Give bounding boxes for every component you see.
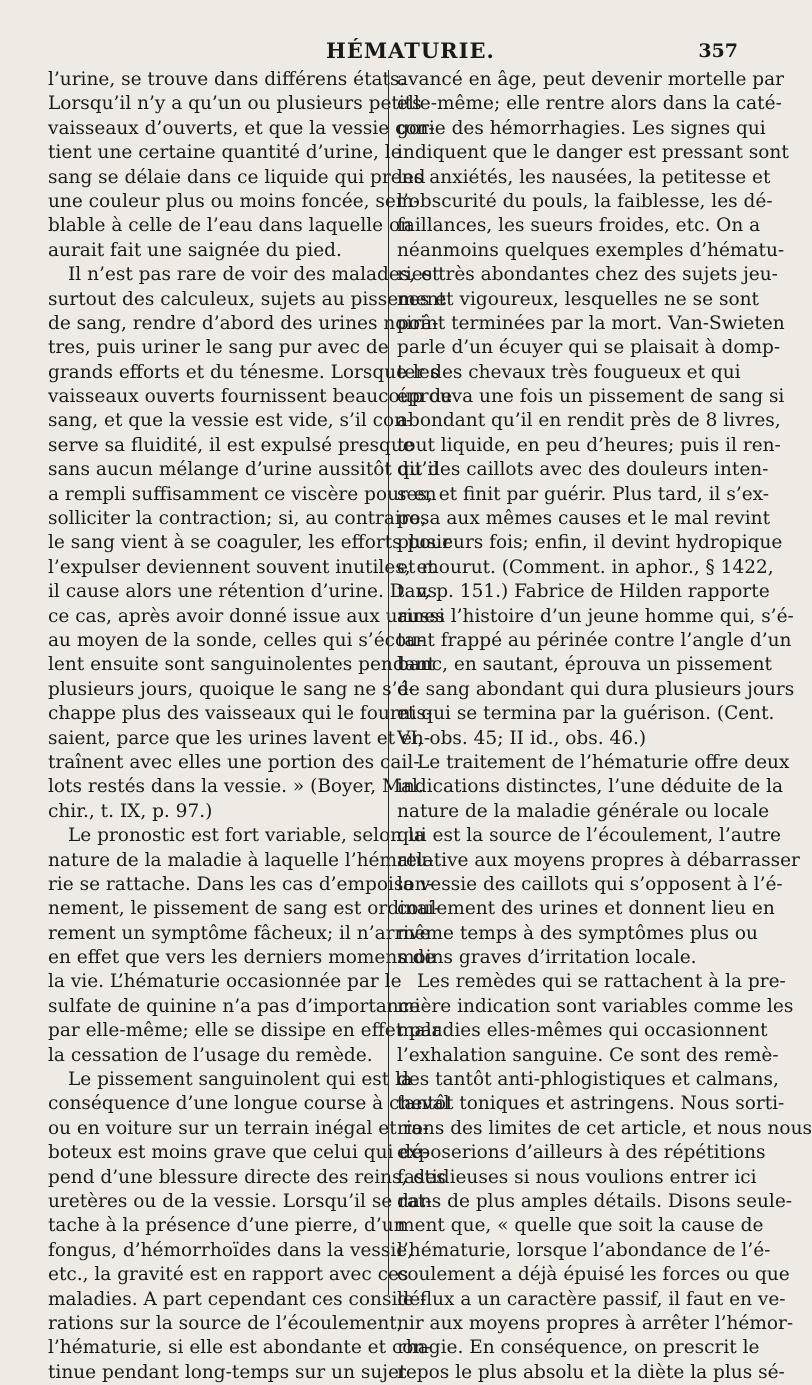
text-line: ses, et finit par guérir. Plus tard, il s’ex- bbox=[397, 483, 770, 505]
text-line: Le pronostic est fort variable, selon la bbox=[68, 825, 425, 847]
text-line: nature de la maladie à laquelle l’hématu- bbox=[48, 849, 434, 871]
text-line: surtout des calculeux, sujets au pissement bbox=[48, 288, 447, 310]
text-line: mière indication sont variables comme les bbox=[397, 995, 794, 1017]
text-line: indications distinctes, l’une déduite de la bbox=[397, 776, 784, 798]
text-line: faillances, les sueurs froides, etc. On a bbox=[397, 215, 761, 237]
text-line: point terminées par la mort. Van-Swieten bbox=[397, 312, 785, 334]
text-line: de sang abondant qui dura plusieurs jours bbox=[397, 678, 795, 700]
text-line: la vessie des caillots qui s’opposent à l’é- bbox=[397, 873, 783, 895]
text-line: banc, en sautant, éprouva un pissement bbox=[397, 654, 772, 676]
text-line: Lorsqu’il n’y a qu’un ou plusieurs petits bbox=[48, 93, 422, 115]
text-line: lots restés dans la vessie. » (Boyer, Mal. bbox=[48, 776, 424, 798]
text-line: rations sur la source de l’écoulement, bbox=[48, 1312, 403, 1334]
text-line: l’hématurie, si elle est abondante et con- bbox=[48, 1337, 432, 1359]
text-line: Le pissement sanguinolent qui est la bbox=[68, 1069, 413, 1091]
text-line: fastidieuses si nous voulions entrer ici bbox=[397, 1166, 757, 1188]
right-text-column bbox=[397, 68, 812, 1385]
text-line: dit des caillots avec des douleurs inten- bbox=[397, 459, 769, 481]
text-line: des tantôt anti-phlogistiques et calmans, bbox=[397, 1069, 779, 1091]
text-line: serve sa fluidité, il est expulsé presque bbox=[48, 434, 414, 456]
text-line: par elle-même; elle se dissipe en effet par bbox=[48, 1020, 441, 1042]
text-line: même temps à des symptômes plus ou bbox=[397, 922, 758, 944]
text-line: tant frappé au périnée contre l’angle d’un bbox=[397, 629, 792, 651]
text-line: VI, obs. 45; II id., obs. 46.) bbox=[397, 727, 647, 749]
text-line: l’expulser deviennent souvent inutiles, et bbox=[48, 556, 435, 578]
text-line: et qui se termina par la guérison. (Cent. bbox=[397, 703, 775, 725]
text-line: parle d’un écuyer qui se plaisait à domp- bbox=[397, 337, 781, 359]
text-line: elle-même; elle rentre alors dans la caté- bbox=[397, 93, 782, 115]
text-line: relative aux moyens propres à débarrasser bbox=[397, 849, 800, 871]
text-line: plusieurs fois; enfin, il devint hydropique bbox=[397, 532, 783, 554]
text-line: blable à celle de l’eau dans laquelle on bbox=[48, 215, 413, 237]
column-divider bbox=[388, 70, 389, 1295]
text-line: les anxiétés, les nausées, la petitesse et bbox=[397, 166, 771, 188]
text-line: ter des chevaux très fougueux et qui bbox=[397, 361, 741, 383]
text-line: avancé en âge, peut devenir mortelle par bbox=[397, 69, 784, 90]
text-line: en effet que vers les derniers momens de bbox=[48, 947, 436, 969]
text-line: tantôt toniques et astringens. Nous sorti- bbox=[397, 1093, 785, 1115]
text-line: t. v, p. 151.) Fabrice de Hilden rapporte bbox=[397, 581, 770, 603]
text-line: fongus, d’hémorrhoïdes dans la vessie, bbox=[48, 1239, 414, 1261]
text-line: l’obscurité du pouls, la faiblesse, les dé- bbox=[397, 190, 773, 212]
text-line: néanmoins quelques exemples d’hématu- bbox=[397, 239, 785, 261]
text-line: nement, le pissement de sang est ordinai- bbox=[48, 898, 441, 920]
text-line: Il n’est pas rare de voir des malades, et bbox=[68, 264, 440, 286]
text-line: rie se rattache. Dans les cas d’empoison- bbox=[48, 873, 433, 895]
left-text-column bbox=[48, 68, 453, 1385]
text-line: aussi l’histoire d’un jeune homme qui, s’é- bbox=[397, 605, 794, 627]
text-line: solliciter la contraction; si, au contraire, bbox=[48, 508, 427, 530]
text-line: la vie. L’hématurie occasionnée par le bbox=[48, 971, 402, 993]
text-line: l’urine, se trouve dans différens états. bbox=[48, 69, 406, 90]
text-line: nes et vigoureux, lesquelles ne se sont bbox=[397, 288, 759, 310]
text-line: tout liquide, en peu d’heures; puis il ren- bbox=[397, 434, 781, 456]
text-line: abondant qu’il en rendit près de 8 livres, bbox=[397, 410, 781, 432]
text-line: moins graves d’irritation locale. bbox=[397, 947, 697, 969]
text-line: maladies. A part cependant ces considé- bbox=[48, 1288, 427, 1310]
text-line: ou en voiture sur un terrain inégal et ra- bbox=[48, 1117, 429, 1139]
text-line: tient une certaine quantité d’urine, le bbox=[48, 142, 402, 164]
text-line: posa aux mêmes causes et le mal revint bbox=[397, 508, 771, 530]
text-line: sang, et que la vessie est vide, s’il con- bbox=[48, 410, 413, 432]
text-line: éprouva une fois un pissement de sang si bbox=[397, 386, 785, 408]
text-line: indiquent que le danger est pressant sont bbox=[397, 142, 789, 164]
text-line: l’exhalation sanguine. Ce sont des remè- bbox=[397, 1044, 779, 1066]
text-line: il cause alors une rétention d’urine. Dans bbox=[48, 581, 437, 603]
text-line: repos le plus absolu et la diète la plus sé- bbox=[397, 1361, 785, 1383]
text-line: qui est la source de l’écoulement, l’autre bbox=[397, 825, 781, 847]
text-line: conséquence d’une longue course à cheval bbox=[48, 1093, 450, 1115]
text-line: tres, puis uriner le sang pur avec de bbox=[48, 337, 389, 359]
text-line: une couleur plus ou moins foncée, sem- bbox=[48, 190, 420, 212]
text-line: plusieurs jours, quoique le sang ne s’é- bbox=[48, 678, 415, 700]
text-line: sans aucun mélange d’urine aussitôt qu’il bbox=[48, 459, 440, 481]
text-line: uretères ou de la vessie. Lorsqu’il se rat- bbox=[48, 1190, 432, 1212]
text-line: ries très abondantes chez des sujets jeu- bbox=[397, 264, 778, 286]
text-line: lent ensuite sont sanguinolentes pendant bbox=[48, 654, 436, 676]
text-line: chir., t. IX, p. 97.) bbox=[48, 800, 213, 822]
text-line: le flux a un caractère passif, il faut en ve- bbox=[397, 1288, 786, 1310]
text-line: la cessation de l’usage du remède. bbox=[48, 1044, 373, 1066]
text-line: nature de la maladie générale ou locale bbox=[397, 800, 770, 822]
text-line: dans de plus amples détails. Disons seule- bbox=[397, 1190, 793, 1212]
text-line: le sang vient à se coaguler, les efforts pour bbox=[48, 532, 452, 554]
text-line: boteux est moins grave que celui qui dé- bbox=[48, 1142, 429, 1164]
text-line: Le traitement de l’hématurie offre deux bbox=[417, 751, 790, 773]
running-title: HÉMATURIE. bbox=[326, 38, 495, 63]
text-line: et mourut. (Comment. in aphor., § 1422, bbox=[397, 556, 774, 578]
text-line: aurait fait une saignée du pied. bbox=[48, 239, 342, 261]
text-line: rhagie. En conséquence, on prescrit le bbox=[397, 1337, 760, 1359]
text-line: a rempli suffisamment ce viscère pour en bbox=[48, 483, 437, 505]
text-line: chappe plus des vaisseaux qui le fournis- bbox=[48, 703, 433, 725]
text-line: maladies elles-mêmes qui occasionnent bbox=[397, 1020, 768, 1042]
text-line: pend d’une blessure directe des reins, des bbox=[48, 1166, 446, 1188]
text-line: coulement des urines et donnent lieu en bbox=[397, 898, 775, 920]
text-line: exposerions d’ailleurs à des répétitions bbox=[397, 1142, 766, 1164]
page-header bbox=[48, 38, 738, 68]
text-line: sang se délaie dans ce liquide qui prend bbox=[48, 166, 426, 188]
text-line: traînent avec elles une portion des cail- bbox=[48, 751, 420, 773]
text-line: saient, parce que les urines lavent et en- bbox=[48, 727, 431, 749]
text-line: de sang, rendre d’abord des urines noirâ- bbox=[48, 312, 439, 334]
text-line: ce cas, après avoir donné issue aux urines bbox=[48, 605, 445, 627]
page-number: 357 bbox=[698, 40, 738, 62]
text-line: grands efforts et du ténesme. Lorsque les bbox=[48, 361, 440, 383]
text-line: au moyen de la sonde, celles qui s’écou- bbox=[48, 629, 425, 651]
text-line: vaisseaux ouverts fournissent beaucoup de bbox=[48, 386, 453, 408]
text-line: rions des limites de cet article, et nous nous bbox=[397, 1117, 812, 1139]
text-line: ment que, « quelle que soit la cause de bbox=[397, 1215, 764, 1237]
text-line: gorie des hémorrhagies. Les signes qui bbox=[397, 117, 766, 139]
text-line: vaisseaux d’ouverts, et que la vessie con- bbox=[48, 117, 435, 139]
text-line: rement un symptôme fâcheux; il n’arrive bbox=[48, 922, 431, 944]
text-line: etc., la gravité est en rapport avec ces bbox=[48, 1264, 409, 1286]
text-line: coulement a déjà épuisé les forces ou que bbox=[397, 1264, 790, 1286]
text-line: tinue pendant long-temps sur un sujet bbox=[48, 1361, 407, 1383]
text-line: sulfate de quinine n’a pas d’importance bbox=[48, 995, 421, 1017]
text-line: nir aux moyens propres à arrêter l’hémor- bbox=[397, 1312, 794, 1334]
text-line: l’hématurie, lorsque l’abondance de l’é- bbox=[397, 1239, 771, 1261]
text-line: Les remèdes qui se rattachent à la pre- bbox=[417, 971, 786, 993]
text-line: tache à la présence d’une pierre, d’un bbox=[48, 1215, 406, 1237]
